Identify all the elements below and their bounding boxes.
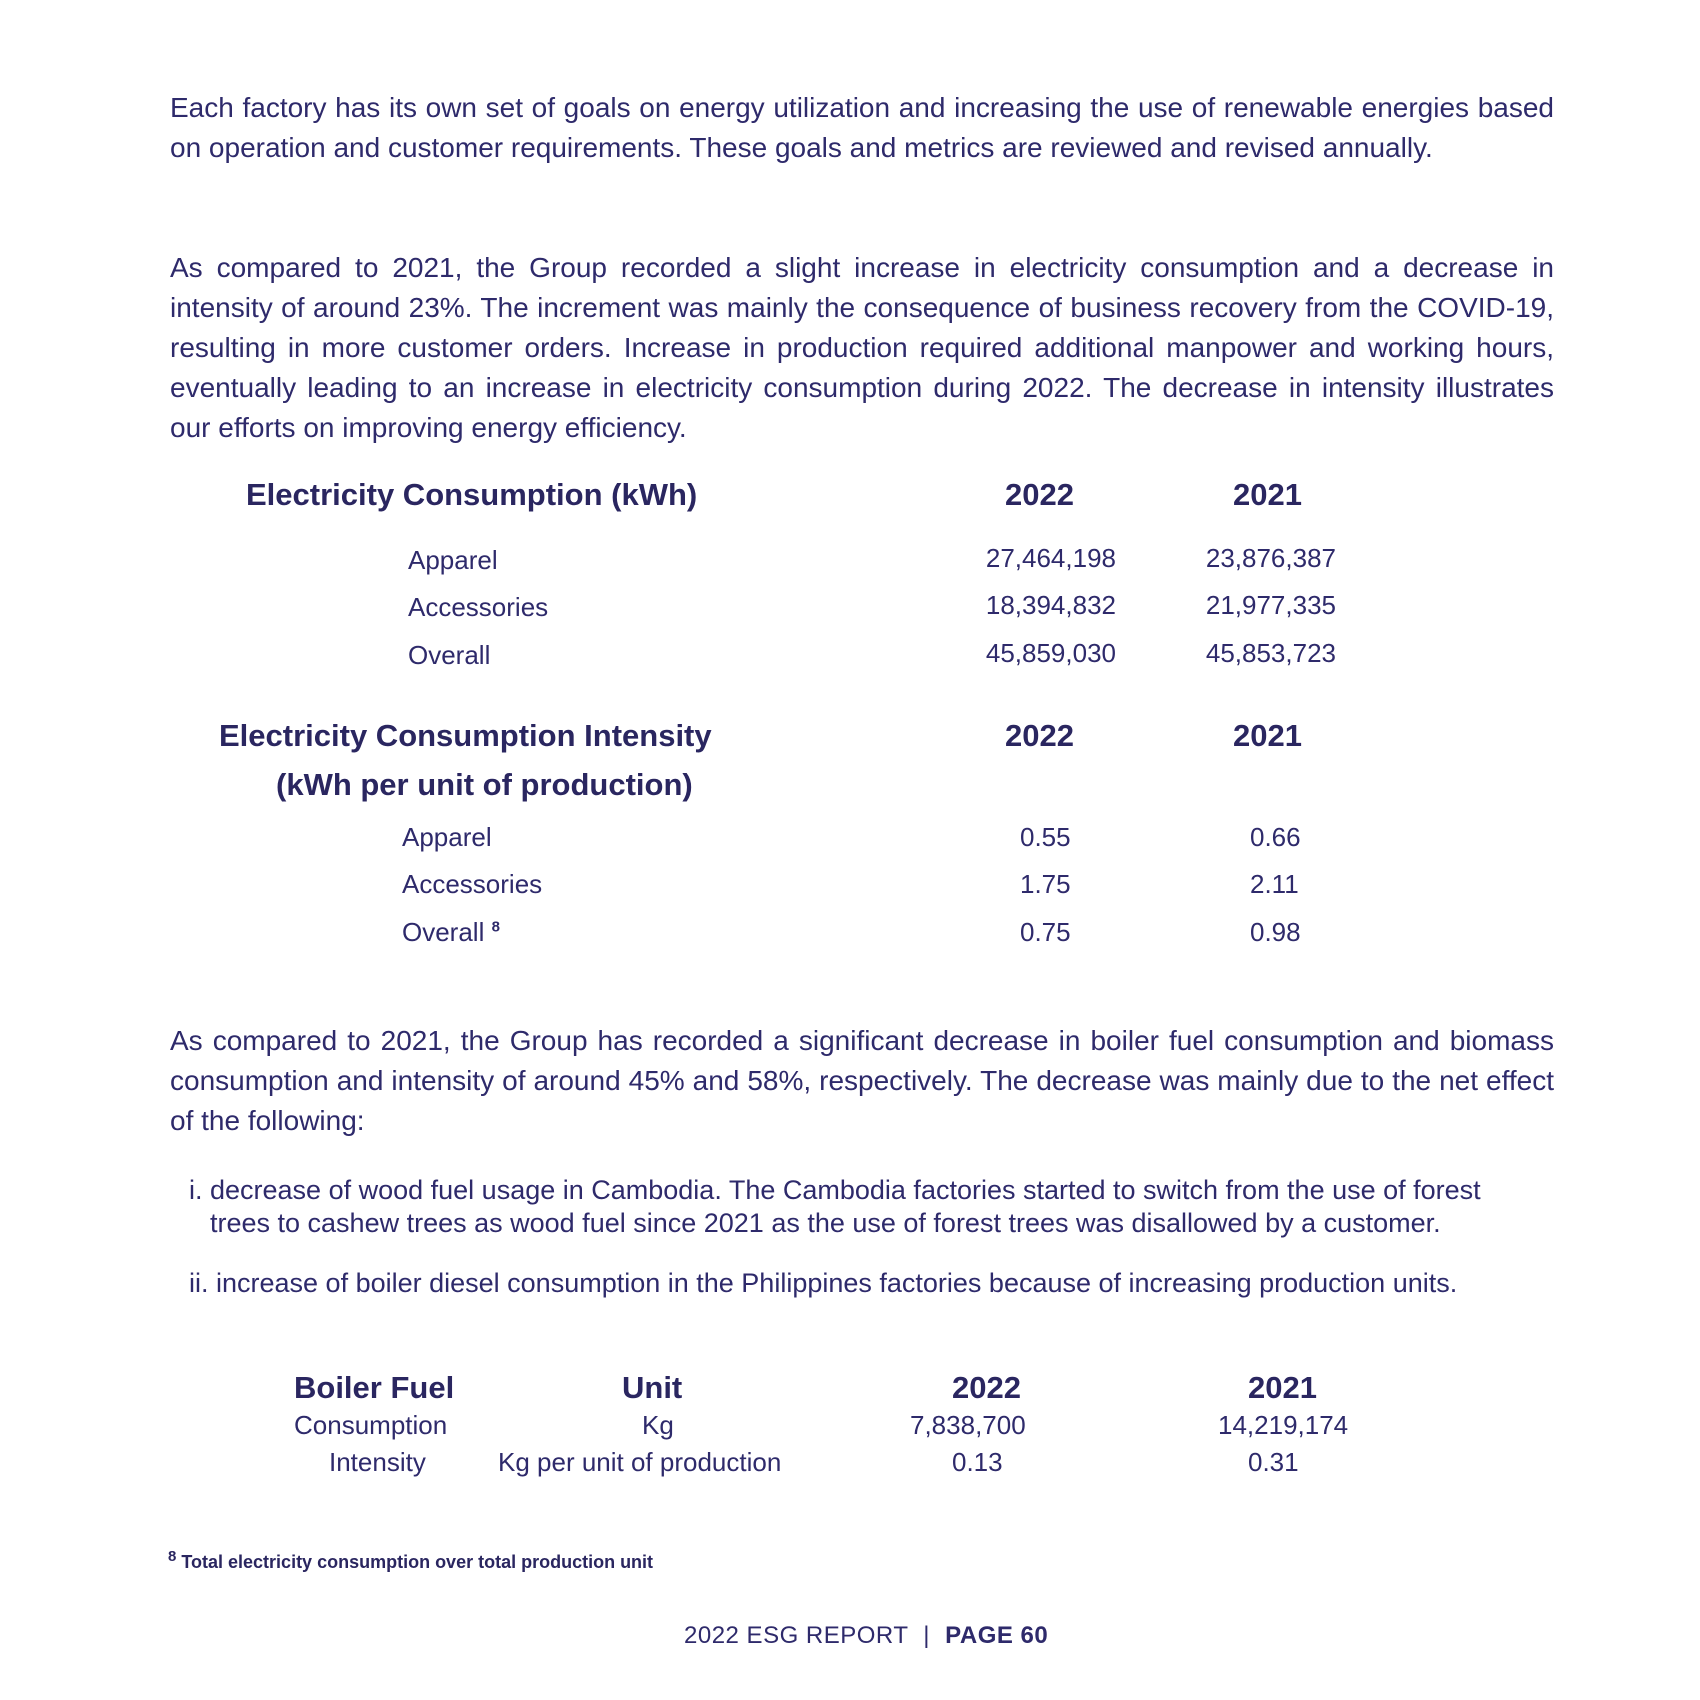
list-marker: ii. xyxy=(189,1268,209,1298)
footnote-text: Total electricity consumption over total production unit xyxy=(181,1552,654,1572)
column-header-2021: 2021 xyxy=(1248,1370,1317,1405)
list-item-line: increase of boiler diesel consumption in the Philippines factories because of increasing production units. xyxy=(216,1268,1458,1298)
value-2021: 14,219,174 xyxy=(1218,1410,1349,1440)
row-label-overall xyxy=(402,917,500,948)
column-header-2022: 2022 xyxy=(952,1370,1021,1405)
list-item-line: trees to cashew trees as wood fuel since 2021 as the use of forest trees was disallowed by a customer. xyxy=(210,1208,1441,1238)
row-label: Apparel xyxy=(402,822,492,852)
value-2022: 27,464,198 xyxy=(985,543,1116,573)
row-label: Overall xyxy=(408,640,491,670)
row-label: Accessories xyxy=(408,592,549,622)
column-header-2022: 2022 xyxy=(1005,477,1074,512)
list-item-line: decrease of wood fuel usage in Cambodia. The Cambodia factories started to switch from the use of forest xyxy=(210,1175,1481,1205)
intro-paragraph-electricity: As compared to 2021, the Group recorded a slight increase in electricity consumption and a decrease in intensity of around 23%. The increment was mainly the consequence of business recovery from the COVID-19, resulting in more customer orders. Increase in production required additional manpower and working hours, eventually leading to an increase in electricity consumption during 2022. The decrease in intensity illustrates our efforts on improving energy efficiency. xyxy=(170,252,1554,443)
row-label: Accessories xyxy=(402,869,543,899)
value-2021: 2.11 xyxy=(1250,869,1299,899)
footnote-marker: 8 xyxy=(168,1548,177,1565)
column-header-2021: 2021 xyxy=(1233,477,1302,512)
list-marker: i. xyxy=(189,1175,203,1205)
footer-separator: | xyxy=(923,1622,930,1649)
footnote-marker: 8 xyxy=(491,918,500,936)
row-label: Overall xyxy=(402,917,485,947)
value-2021: 0.31 xyxy=(1248,1447,1299,1477)
column-header-2022: 2022 xyxy=(1005,718,1074,753)
column-header-unit: Unit xyxy=(622,1370,683,1405)
row-label: Intensity xyxy=(329,1447,426,1477)
row-label: Consumption xyxy=(294,1410,448,1440)
boiler-fuel-paragraph: As compared to 2021, the Group has recorded a significant decrease in boiler fuel consumption and biomass consumption and intensity of around 45% and 58%, respectively. The decrease was mainly due to the net effect of the following: xyxy=(170,1025,1554,1136)
row-unit: Kg xyxy=(642,1410,674,1440)
value-2021: 0.66 xyxy=(1250,822,1301,852)
value-2022: 1.75 xyxy=(1020,869,1071,899)
value-2022: 0.13 xyxy=(952,1447,1003,1477)
value-2021: 23,876,387 xyxy=(1205,543,1336,573)
value-2022: 0.55 xyxy=(1020,822,1071,852)
table-title: Electricity Consumption (kWh) xyxy=(246,477,698,512)
value-2022: 7,838,700 xyxy=(910,1410,1026,1440)
value-2022: 0.75 xyxy=(1020,917,1071,947)
column-header-2021: 2021 xyxy=(1233,718,1302,753)
page-number: PAGE 60 xyxy=(945,1622,1049,1649)
value-2022: 45,859,030 xyxy=(985,638,1116,668)
footnote xyxy=(168,1548,654,1573)
value-2021: 45,853,723 xyxy=(1205,638,1336,668)
column-header-fuel: Boiler Fuel xyxy=(294,1370,455,1405)
value-2021: 21,977,335 xyxy=(1205,590,1336,620)
intro-paragraph-goals: Each factory has its own set of goals on energy utilization and increasing the use of renewable energies based on operation and customer requirements. These goals and metrics are reviewed and revised annually. xyxy=(170,92,1554,163)
table-subtitle: (kWh per unit of production) xyxy=(276,767,693,802)
row-unit: Kg per unit of production xyxy=(498,1447,782,1477)
page-footer xyxy=(684,1622,1048,1650)
value-2022: 18,394,832 xyxy=(985,590,1116,620)
value-2021: 0.98 xyxy=(1250,917,1301,947)
row-label: Apparel xyxy=(408,545,498,575)
table-title: Electricity Consumption Intensity xyxy=(219,718,712,753)
report-title: 2022 ESG REPORT xyxy=(684,1622,909,1649)
